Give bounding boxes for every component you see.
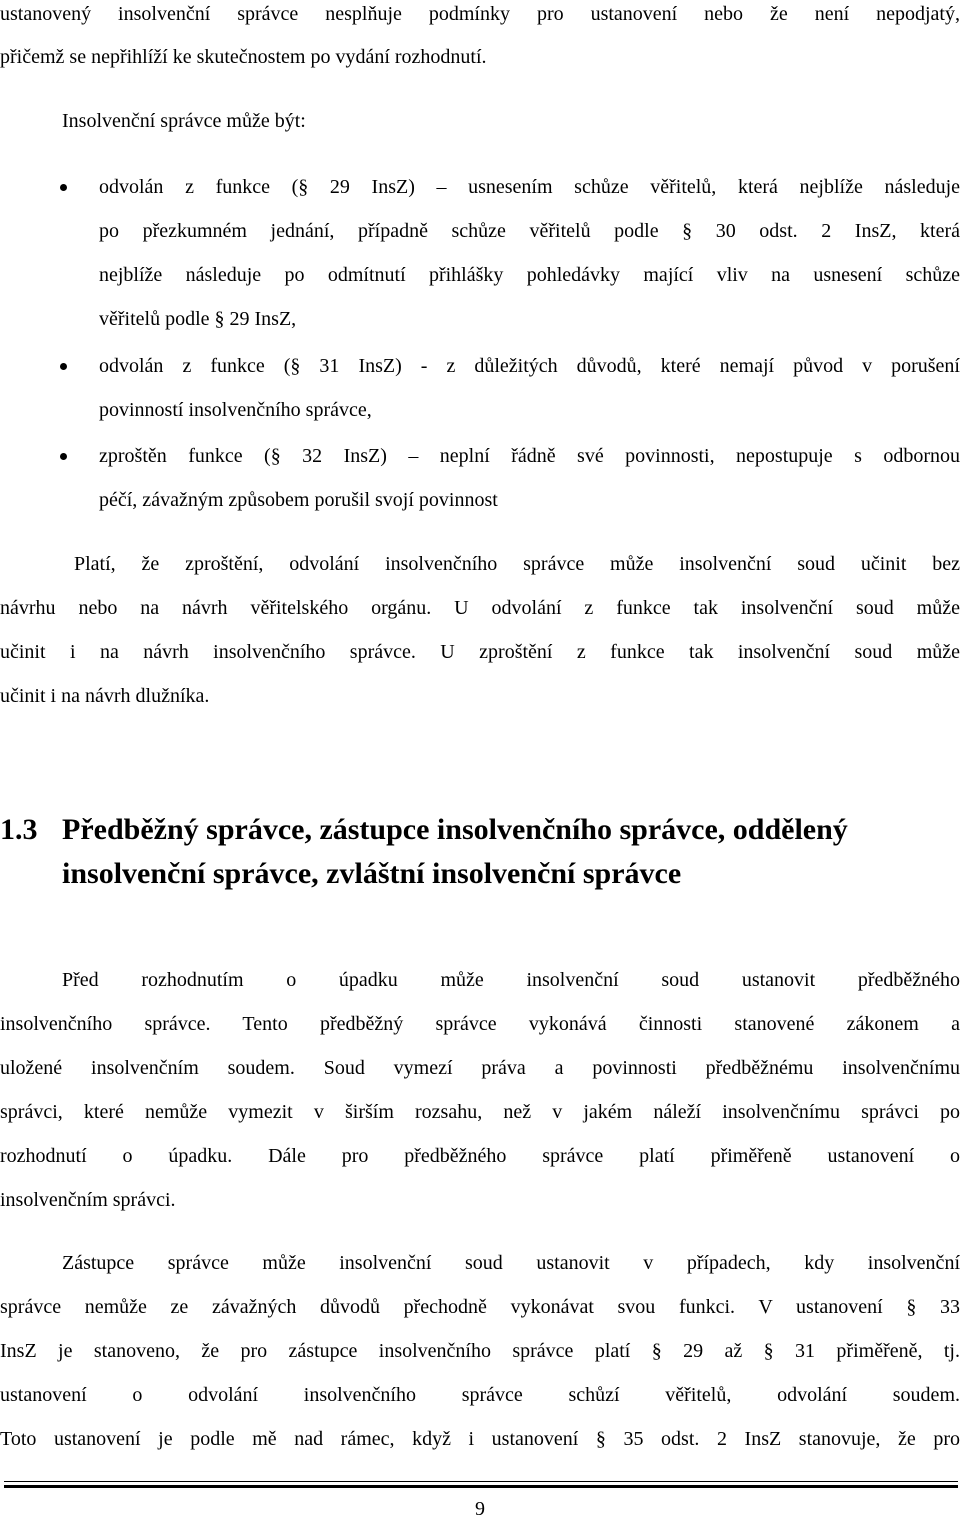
paragraph-line: insolvenčním správci. <box>0 1189 176 1211</box>
footer-divider <box>4 1481 958 1482</box>
list-item-line: nejblíže následuje po odmítnutí přihlášky pohledávky mající vliv na usnesení schůze <box>99 264 960 286</box>
list-item-line: zproštěn funkce (§ 32 InsZ) – neplní řádně své povinnosti, nepostupuje s odbornou <box>99 445 960 467</box>
section-title-line: insolvenční správce, zvláštní insolvenční správce <box>62 857 682 890</box>
text-line: přičemž se nepřihlíží ke skutečnostem po vydání rozhodnutí. <box>0 46 487 68</box>
section-title-line: Předběžný správce, zástupce insolvenčního správce, oddělený <box>62 813 848 846</box>
list-item-line: povinností insolvenčního správce, <box>99 399 372 421</box>
list-item-line: odvolán z funkce (§ 31 InsZ) - z důležitých důvodů, které nemají původ v porušení <box>99 355 960 377</box>
footer-divider <box>4 1485 958 1488</box>
text-line: ustanovený insolvenční správce nesplňuje podmínky pro ustanovení nebo že není nepodjatý, <box>0 3 960 25</box>
paragraph-line: učinit i na návrh dlužníka. <box>0 685 210 707</box>
list-item-line: věřitelů podle § 29 InsZ, <box>99 308 297 330</box>
intro-line: Insolvenční správce může být: <box>62 110 306 132</box>
paragraph-line: správce nemůže ze závažných důvodů přechodně vykonávat svou funkci. V ustanovení § 33 <box>0 1296 960 1318</box>
page-number: 9 <box>475 1498 485 1520</box>
paragraph-line: Toto ustanovení je podle mě nad rámec, když i ustanovení § 35 odst. 2 InsZ stanovuje, že pro <box>0 1428 960 1450</box>
paragraph-line: rozhodnutí o úpadku. Dále pro předběžného správce platí přiměřeně ustanovení o <box>0 1145 960 1167</box>
list-item-line: po přezkumném jednání, případně schůze věřitelů podle § 30 odst. 2 InsZ, která <box>99 220 960 242</box>
paragraph-line: návrhu nebo na návrh věřitelského orgánu. U odvolání z funkce tak insolvenční soud může <box>0 597 960 619</box>
list-item-line: péčí, závažným způsobem porušil svojí povinnost <box>99 489 498 511</box>
paragraph-line: InsZ je stanoveno, že pro zástupce insolvenčního správce platí § 29 až § 31 přiměřeně, tj. <box>0 1340 960 1362</box>
bullet-icon <box>60 363 67 370</box>
section-number: 1.3 <box>0 813 38 846</box>
paragraph-line: uložené insolvenčním soudem. Soud vymezí práva a povinnosti předběžnému insolvenčnímu <box>0 1057 960 1079</box>
paragraph-line: Platí, že zproštění, odvolání insolvenčního správce může insolvenční soud učinit bez <box>74 553 960 575</box>
bullet-icon <box>60 184 67 191</box>
paragraph-line: insolvenčního správce. Tento předběžný správce vykonává činnosti stanovené zákonem a <box>0 1013 960 1035</box>
bullet-icon <box>60 453 67 460</box>
paragraph-line: ustanovení o odvolání insolvenčního správce schůzí věřitelů, odvolání soudem. <box>0 1384 960 1406</box>
list-item-line: odvolán z funkce (§ 29 InsZ) – usnesením schůze věřitelů, která nejblíže následuje <box>99 176 960 198</box>
paragraph-line: Zástupce správce může insolvenční soud ustanovit v případech, kdy insolvenční <box>62 1252 960 1274</box>
paragraph-line: Před rozhodnutím o úpadku může insolvenční soud ustanovit předběžného <box>62 969 960 991</box>
paragraph-line: učinit i na návrh insolvenčního správce. U zproštění z funkce tak insolvenční soud může <box>0 641 960 663</box>
paragraph-line: správci, které nemůže vymezit v širším rozsahu, než v jakém náleží insolvenčnímu správci po <box>0 1101 960 1123</box>
